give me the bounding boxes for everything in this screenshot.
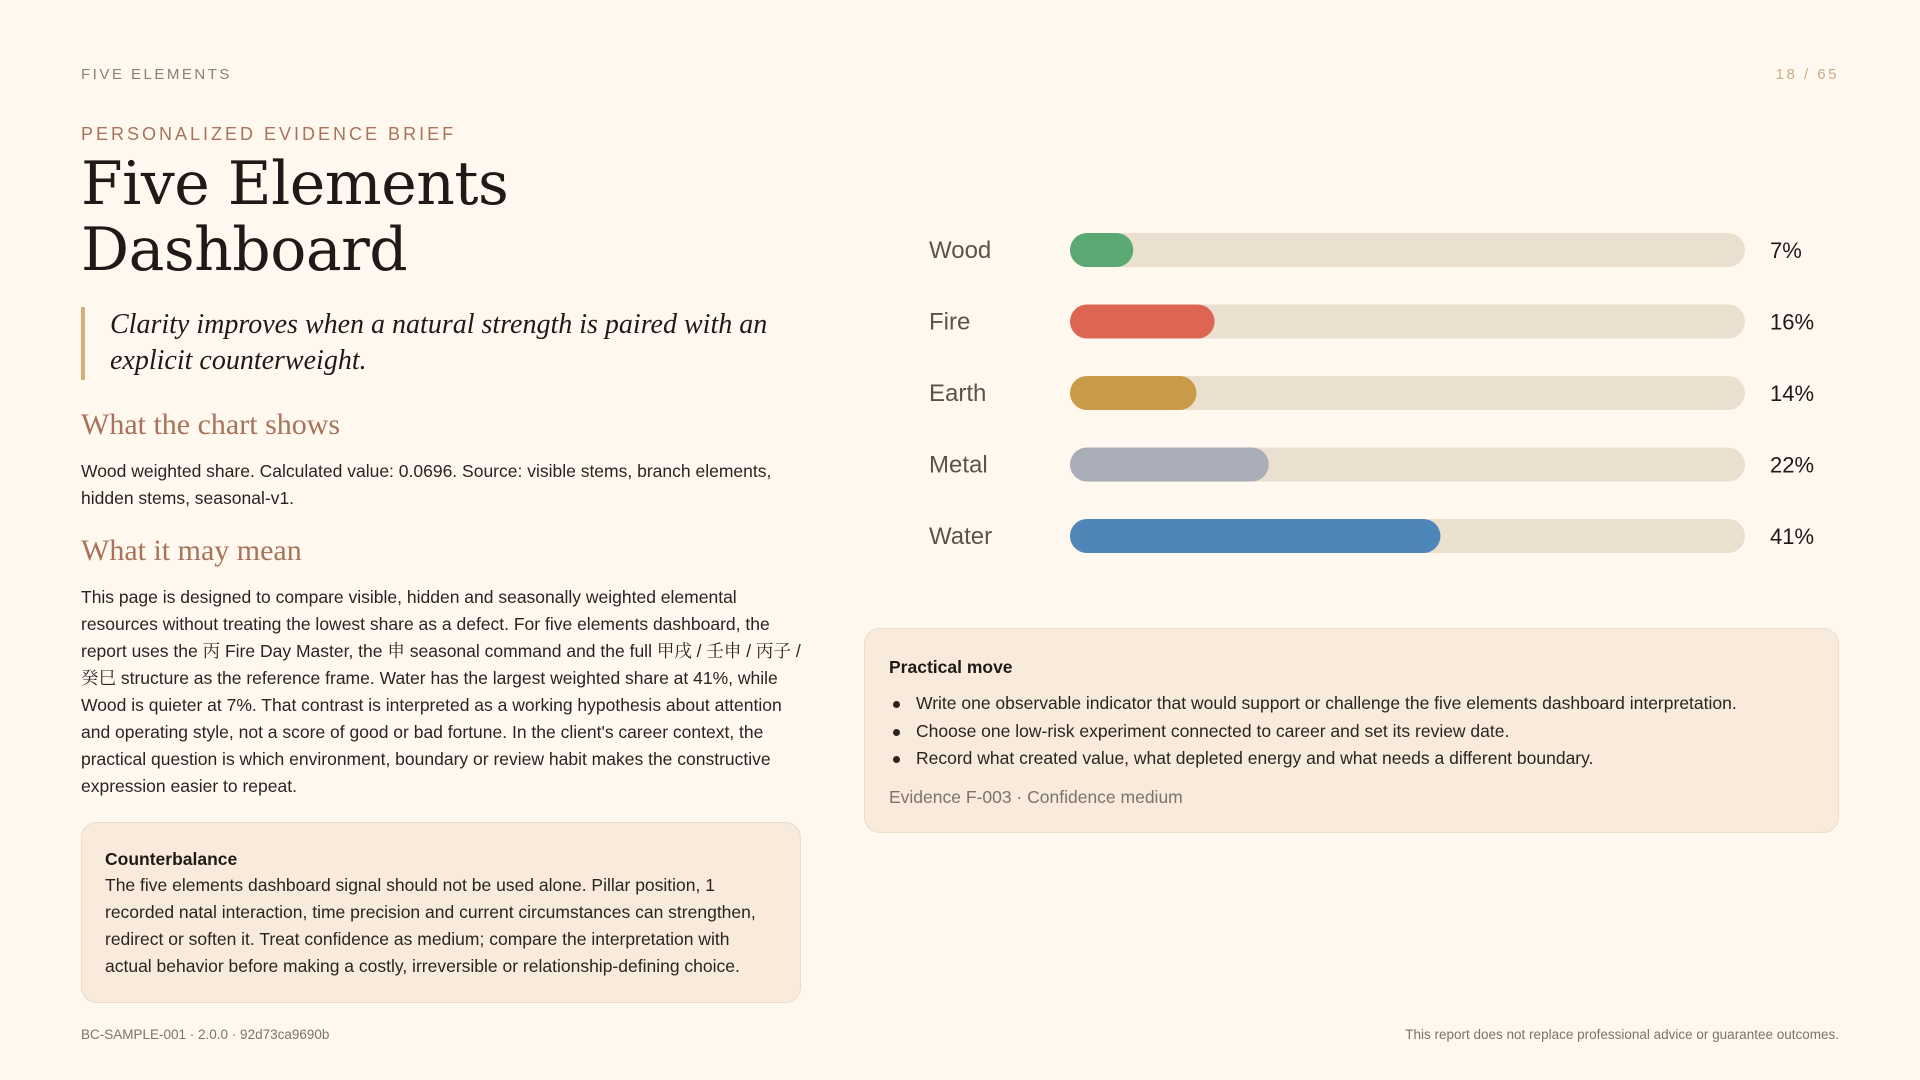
section-label: FIVE ELEMENTS	[81, 66, 232, 83]
bar-water	[1070, 519, 1440, 553]
category-label-metal: Metal	[929, 451, 988, 479]
chart-svg	[929, 224, 1829, 584]
category-label-fire: Fire	[929, 308, 971, 336]
counterbalance-box	[81, 822, 801, 1003]
value-label-water: 41%	[1770, 524, 1815, 549]
bar-metal	[1070, 448, 1269, 482]
value-label-metal: 22%	[1770, 452, 1815, 478]
counterbalance-title: Counterbalance	[105, 848, 238, 869]
bar-fire	[1070, 305, 1215, 339]
practical-item: Write one observable indicator that would support or challenge the five elements dashboard interpretation.	[889, 690, 1815, 718]
practical-list	[889, 690, 1815, 773]
counterbalance-text: The five elements dashboard signal should not be used alone. Pillar position, 1 recorded natal interaction, time precision and current circumstances can strengthen, redirect or soften it. Treat confidence as medium; compare the interpretation with actual behavior before making a costly, irreversible or relationship-defining choice.	[105, 874, 756, 976]
value-label-earth: 14%	[1770, 381, 1815, 406]
page-title: Five Elements Dashboard	[81, 149, 509, 285]
practical-item: Record what created value, what depleted energy and what needs a different boundary.	[889, 745, 1815, 773]
practical-title: Practical move	[889, 657, 1013, 677]
category-label-water: Water	[929, 523, 993, 550]
practical-move-box	[864, 628, 1839, 833]
meaning-heading: What it may mean	[81, 533, 302, 567]
bar-earth	[1070, 376, 1196, 410]
page-number: 18 / 65	[1775, 66, 1839, 83]
pull-quote: Clarity improves when a natural strength is paired with an explicit counterweight.	[81, 307, 801, 380]
practical-item: Choose one low-risk experiment connected to career and set its review date.	[889, 718, 1815, 746]
left-column	[81, 124, 801, 1003]
value-label-fire: 16%	[1770, 309, 1815, 335]
footer-id: BC-SAMPLE-001 · 2.0.0 · 92d73ca9690b	[81, 1027, 330, 1042]
footer-disclaimer: This report does not replace professional advice or guarantee outcomes.	[1405, 1027, 1839, 1042]
category-label-wood: Wood	[929, 237, 992, 264]
evidence-note: Evidence F-003 · Confidence medium	[889, 786, 1183, 807]
chart-shows-heading: What the chart shows	[81, 407, 341, 441]
chart-shows-text: Wood weighted share. Calculated value: 0.0696. Source: visible stems, branch elements, hidden stems, seasonal-v1.	[81, 460, 772, 508]
category-label-earth: Earth	[929, 380, 987, 407]
bar-wood	[1070, 233, 1133, 267]
meaning-text: This page is designed to compare visible, hidden and seasonally weighted elemental resources without treating the lowest share as a defect. For five elements dashboard, the report uses the 丙 Fire Day Master, the 申 seasonal command and the full 甲戌 / 壬申 / 丙子 / 癸巳 structure as the reference frame. Water has the largest weighted share at 41%, while Wood is quieter at 7%. That contrast is interpreted as a working hypothesis about attention and operating style, not a score of good or bad fortune. In the client's career context, the practical question is which environment, boundary or review habit makes the constructive expression easier to repeat.	[81, 586, 801, 796]
eyebrow: PERSONALIZED EVIDENCE BRIEF	[81, 124, 457, 144]
elements-bar-chart	[929, 224, 1829, 584]
value-label-wood: 7%	[1770, 238, 1802, 263]
bar-track-wood	[1070, 233, 1745, 267]
